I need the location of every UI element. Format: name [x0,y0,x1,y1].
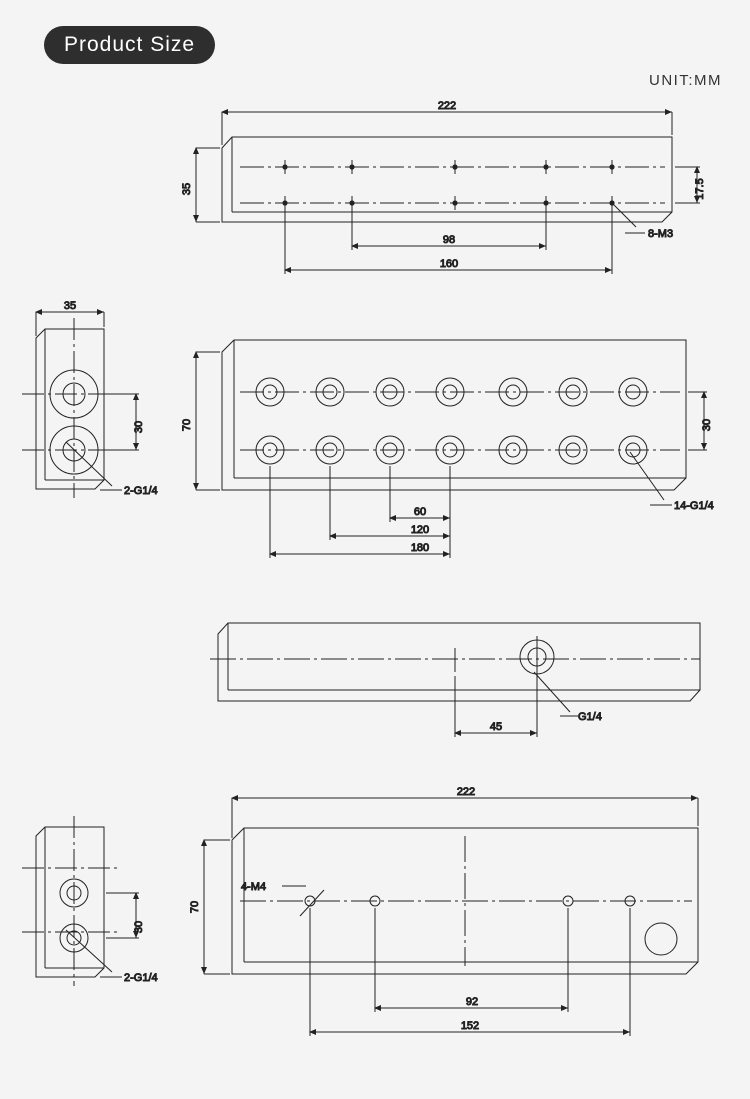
note-2-g14-upper: 2-G1/4 [124,485,158,497]
note-14-g14: 14-G1/4 [674,500,714,512]
product-size-badge: Product Size [44,26,215,64]
view-side-upper [22,312,139,498]
view-side-lower [22,816,139,986]
dim-222-bottom: 222 [456,786,476,798]
dim-35-side: 35 [63,300,77,312]
note-8-m3: 8-M3 [648,228,674,240]
dim-17-5: 17.5 [694,178,706,200]
dim-30-side-upper: 30 [133,420,145,434]
dim-30-mid: 30 [701,418,713,432]
dim-180: 180 [410,542,430,554]
note-g14: G1/4 [578,711,602,723]
dim-60: 60 [413,506,427,518]
view-front-top [196,112,700,274]
dim-152: 152 [460,1020,480,1032]
note-4-m4: 4-M4 [240,881,266,893]
note-2-g14-lower: 2-G1/4 [124,972,158,984]
dim-30-side-lower: 30 [133,920,145,934]
dim-70-mid: 70 [181,418,193,432]
dim-120: 120 [410,524,430,536]
dim-222-top: 222 [437,100,457,112]
view-front-middle [210,623,700,737]
dim-92: 92 [465,996,479,1008]
dim-35-top: 35 [181,182,193,196]
dim-45: 45 [489,721,503,733]
dim-98: 98 [442,234,456,246]
view-top-ports [196,340,707,558]
unit-label: UNIT:MM [649,72,722,89]
view-bottom [204,798,698,1036]
dim-70-bottom: 70 [189,900,201,914]
dim-160: 160 [439,258,459,270]
